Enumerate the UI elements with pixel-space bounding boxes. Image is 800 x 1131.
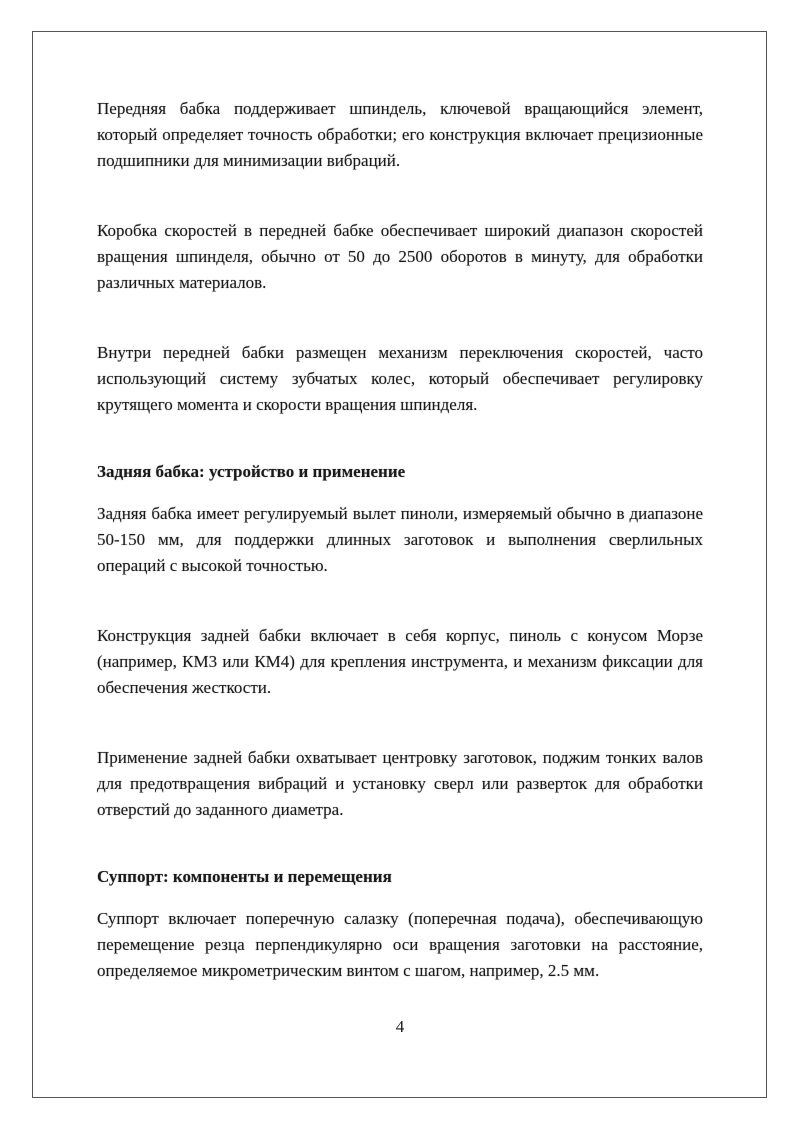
paragraph-tailstock-quill: Задняя бабка имеет регулируемый вылет пиноли, измеряемый обычно в диапазоне 50-150 мм, для поддержки длинных заготовок и выполнения сверлильных операций с высокой точностью. (97, 504, 703, 575)
section-heading-carriage: Суппорт: компоненты и перемещения (97, 867, 392, 886)
paragraph-tailstock-construction: Конструкция задней бабки включает в себя корпус, пиноль с конусом Морзе (например, КМ3 или КМ4) для крепления инструмента, и механизм фиксации для обеспечения жесткости. (97, 626, 703, 697)
section-heading-tailstock: Задняя бабка: устройство и применение (97, 462, 406, 481)
paragraph-headstock-spindle: Передняя бабка поддерживает шпиндель, ключевой вращающийся элемент, который определяет точность обработки; его конструкция включает прецизионные подшипники для минимизации вибраций. (97, 99, 703, 170)
paragraph-headstock-gearbox: Коробка скоростей в передней бабке обеспечивает широкий диапазон скоростей вращения шпинделя, обычно от 50 до 2500 оборотов в минуту, для обработки различных материалов. (97, 221, 703, 292)
page-number: 4 (395, 1017, 405, 1036)
paragraph-tailstock-application: Применение задней бабки охватывает центровку заготовок, поджим тонких валов для предотвращения вибраций и установку сверл или разверток для обработки отверстий до заданного диаметра. (97, 748, 703, 819)
paragraph-headstock-gear-mechanism: Внутри передней бабки размещен механизм переключения скоростей, часто использующий систему зубчатых колес, который обеспечивает регулировку крутящего момента и скорости вращения шпинделя. (97, 343, 703, 414)
page-content (97, 96, 703, 984)
paragraph-carriage-cross-slide: Суппорт включает поперечную салазку (поперечная подача), обеспечивающую перемещение резца перпендикулярно оси вращения заготовки на расстояние, определяемое микрометрическим винтом с шагом, например, 2.5 мм. (97, 909, 703, 980)
